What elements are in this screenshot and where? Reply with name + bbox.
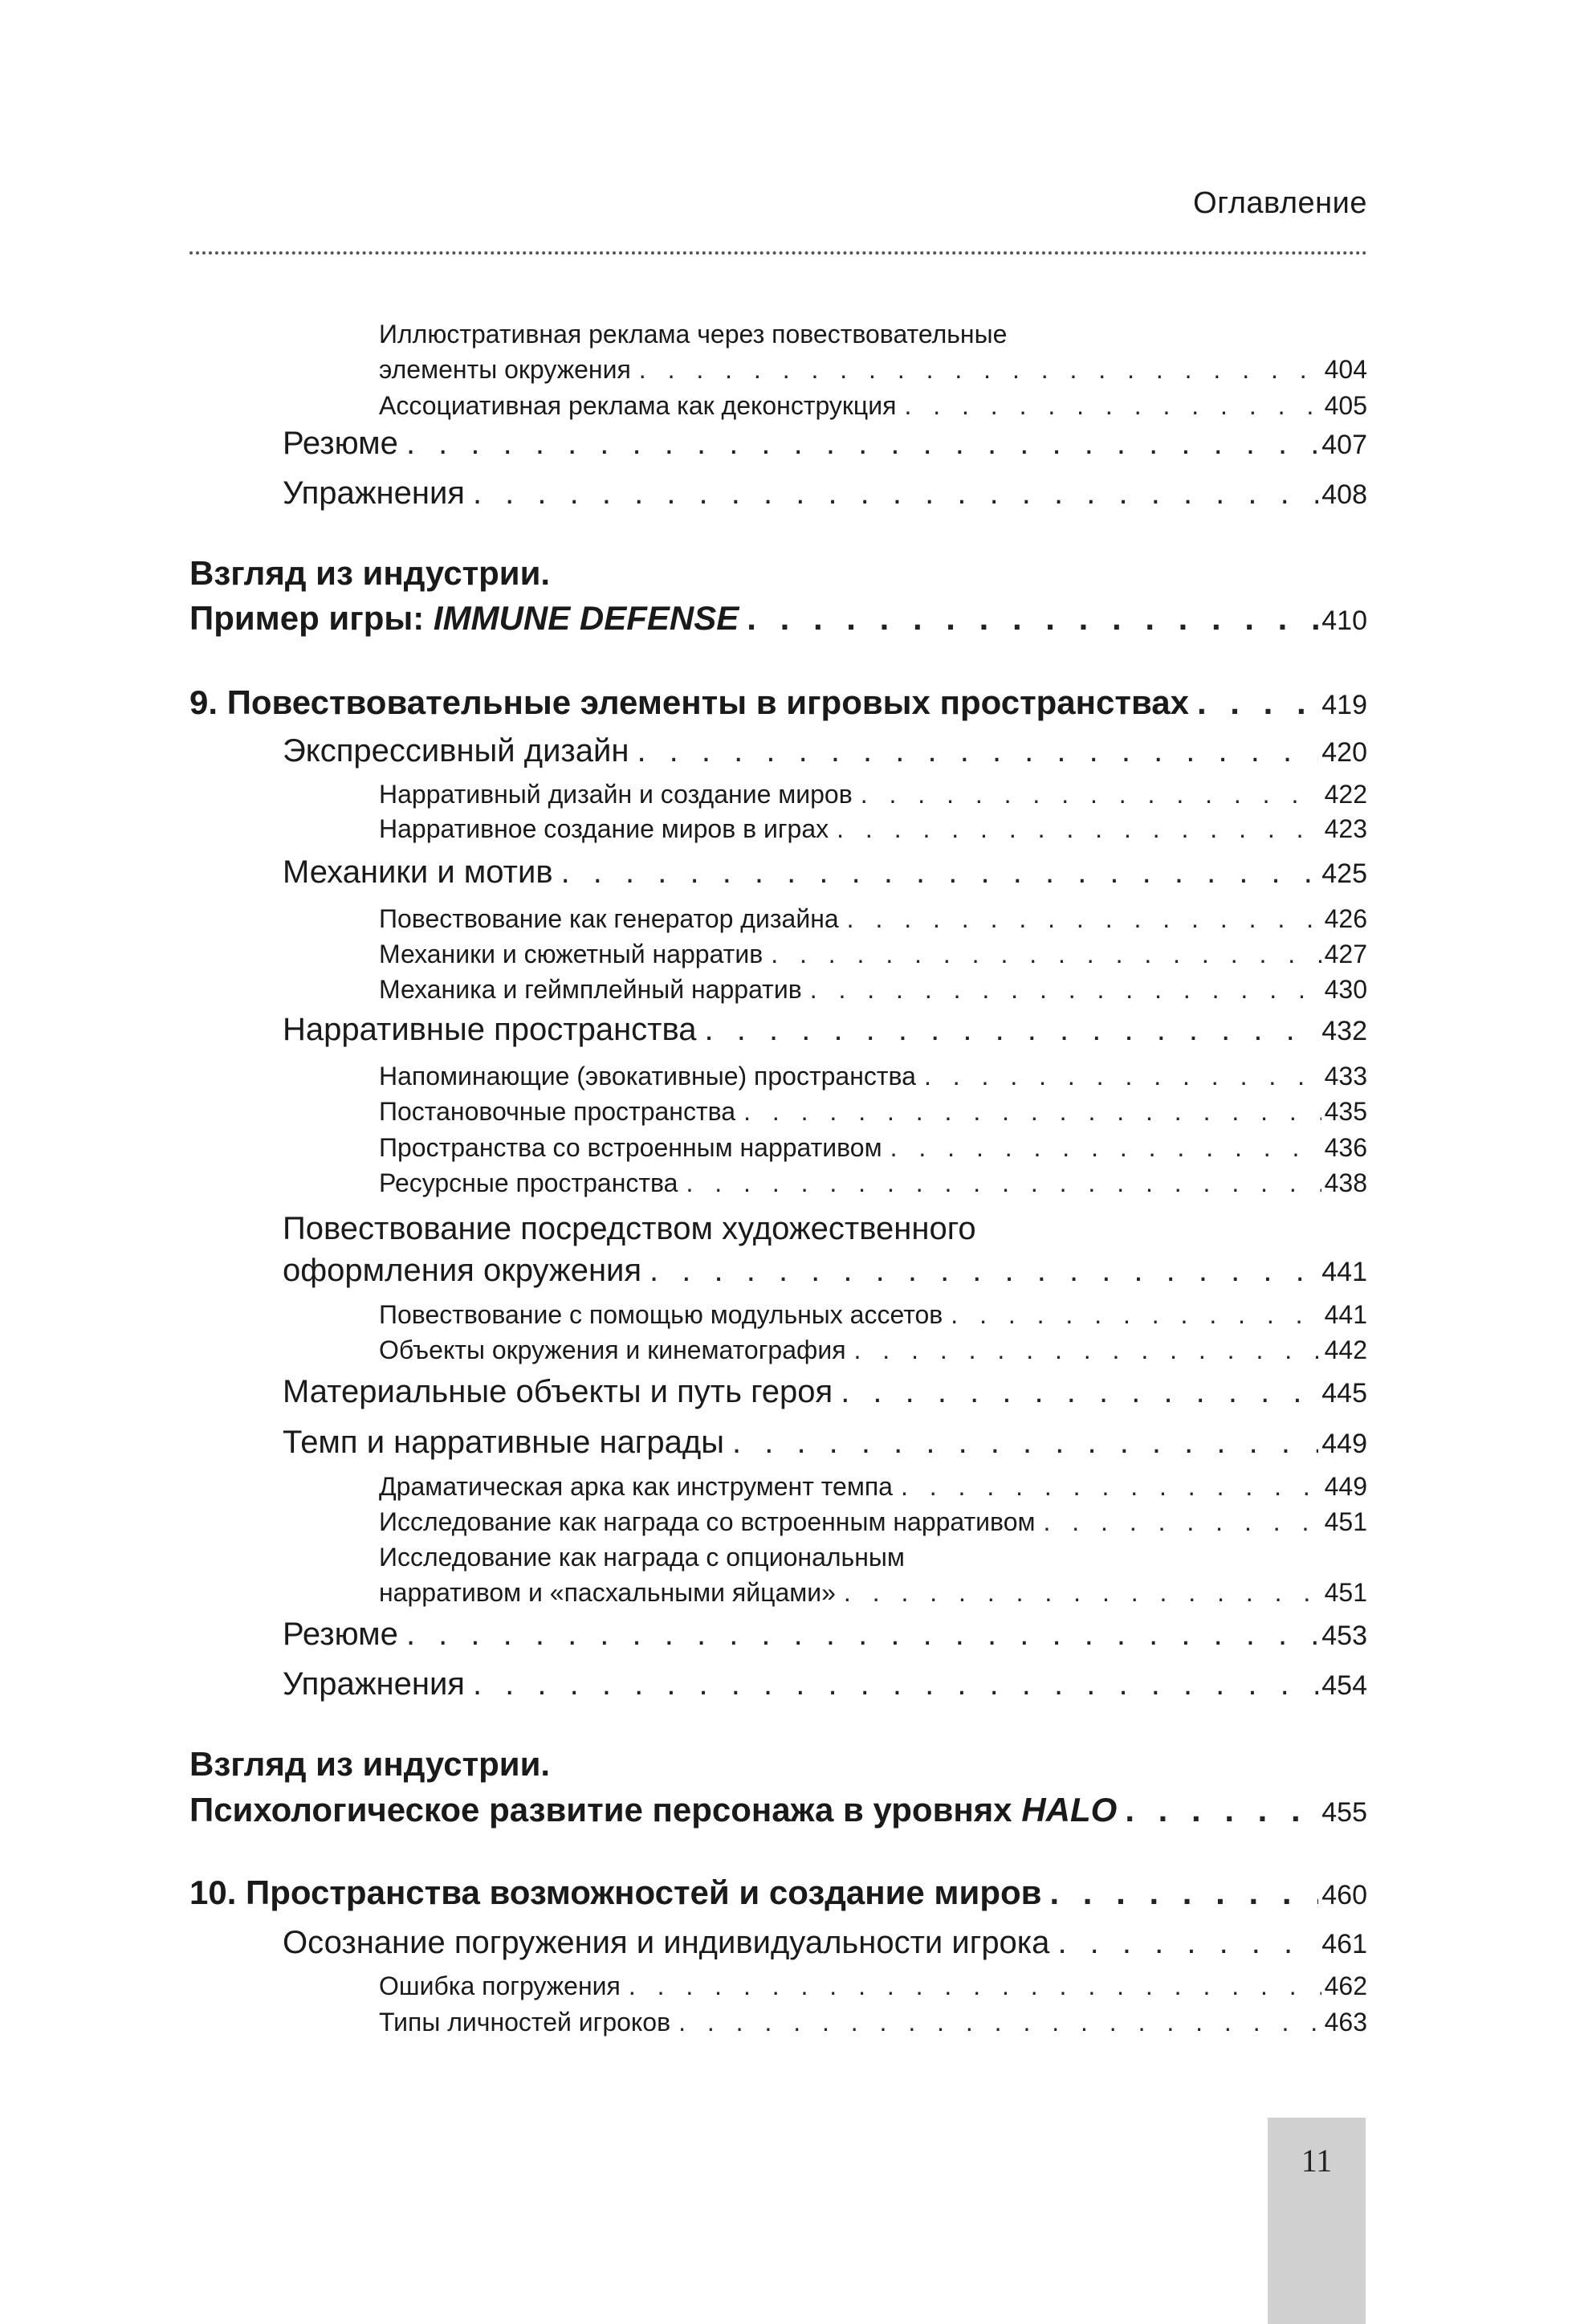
toc-entry-line: Взгляд из индустрии. bbox=[189, 554, 551, 592]
toc-entry bbox=[379, 1300, 1367, 1330]
toc-entry-text: Пространства со встроенным нарративом bbox=[379, 1133, 882, 1162]
toc-entry-text: Повествование как генератор дизайна bbox=[379, 904, 839, 933]
toc-entry-page: 423 bbox=[1324, 814, 1367, 843]
toc-entry bbox=[379, 904, 1367, 934]
toc-entry bbox=[283, 475, 1367, 512]
toc-entry-page: 407 bbox=[1321, 430, 1367, 460]
dot-leader bbox=[890, 1133, 1321, 1163]
dot-leader bbox=[639, 355, 1321, 385]
toc-entry-page: 453 bbox=[1321, 1621, 1367, 1651]
toc-entry-page: 455 bbox=[1321, 1797, 1367, 1828]
toc-entry-label bbox=[379, 904, 839, 934]
toc-entry-page: 441 bbox=[1324, 1300, 1367, 1329]
dot-leader bbox=[629, 1971, 1321, 2001]
toc-entry-text: Нарративное создание миров в играх bbox=[379, 814, 829, 843]
toc-entry bbox=[379, 1472, 1367, 1502]
toc-entry-label bbox=[283, 1925, 1049, 1961]
toc-entry bbox=[379, 355, 1367, 385]
toc-entry-label bbox=[379, 2008, 670, 2037]
toc-entry-text: Напоминающие (эвокативные) пространства bbox=[379, 1062, 916, 1091]
toc-entry-label bbox=[189, 683, 1189, 722]
toc-entry-page: 432 bbox=[1321, 1016, 1367, 1046]
toc-entry-label bbox=[379, 355, 631, 385]
toc-entry-label bbox=[283, 1425, 724, 1461]
toc-entry-text: Ассоциативная реклама как деконструкция bbox=[379, 391, 897, 420]
toc-entry-page: 420 bbox=[1321, 737, 1367, 768]
toc-entry-page: 462 bbox=[1324, 1971, 1367, 2000]
toc-entry-label bbox=[283, 1374, 833, 1410]
toc-entry-page: 451 bbox=[1324, 1507, 1367, 1536]
dot-leader bbox=[561, 854, 1319, 891]
dot-leader bbox=[1125, 1791, 1318, 1829]
dot-leader bbox=[1049, 1873, 1318, 1912]
toc-entry bbox=[189, 599, 1367, 638]
toc-entry-text: Типы личностей игроков bbox=[379, 2008, 671, 2037]
toc-entry-text: Экспрессивный дизайн bbox=[283, 733, 629, 769]
toc-entry-label bbox=[379, 814, 829, 844]
toc-entry bbox=[379, 391, 1367, 421]
dot-leader bbox=[473, 1666, 1318, 1702]
dot-leader bbox=[705, 1012, 1319, 1048]
toc-entry-page: 426 bbox=[1324, 904, 1367, 933]
dot-leader bbox=[854, 1335, 1321, 1365]
toc-entry-text: Психологическое развитие персонажа в уровнях bbox=[189, 1791, 1022, 1829]
toc-entry bbox=[379, 1097, 1367, 1127]
toc-entry-label bbox=[379, 1971, 621, 2001]
toc-entry-text: Упражнения bbox=[283, 1666, 465, 1702]
toc-entry-label bbox=[379, 391, 896, 421]
toc-entry-page: 435 bbox=[1324, 1097, 1367, 1126]
page-number: 11 bbox=[1301, 2143, 1333, 2179]
dot-leader bbox=[1057, 1925, 1318, 1961]
toc-entry-page: 405 bbox=[1324, 391, 1367, 420]
toc-entry-label bbox=[283, 733, 629, 769]
toc-entry-text: Драматическая арка как инструмент темпа bbox=[379, 1472, 893, 1501]
toc-entry-label bbox=[379, 1097, 735, 1127]
toc-entry-page: 436 bbox=[1324, 1133, 1367, 1162]
dot-leader bbox=[951, 1300, 1321, 1330]
toc-entry-label bbox=[283, 1012, 697, 1048]
dot-leader bbox=[904, 391, 1321, 421]
toc-entry bbox=[379, 2008, 1367, 2037]
toc-entry bbox=[379, 1578, 1367, 1608]
toc-entry-text: Механики и сюжетный нарратив bbox=[379, 940, 763, 968]
toc-entry-page: 404 bbox=[1324, 355, 1367, 384]
toc-entry-label bbox=[379, 1578, 836, 1608]
toc-entry bbox=[283, 1617, 1367, 1653]
toc-entry-label bbox=[283, 1253, 641, 1289]
toc-entry-label bbox=[379, 1335, 846, 1365]
toc-entry bbox=[283, 1012, 1367, 1048]
toc-entry-label bbox=[283, 854, 553, 891]
toc-entry-text: нарративом и «пасхальными яйцами» bbox=[379, 1578, 836, 1607]
toc-entry-text: 10. Пространства возможностей и создание миров bbox=[189, 1873, 1042, 1911]
toc-entry-text: Механика и геймплейный нарратив bbox=[379, 975, 802, 1004]
toc-entry-text: Осознание погружения и индивидуальности игрока bbox=[283, 1925, 1050, 1960]
dot-leader bbox=[901, 1472, 1321, 1502]
dot-leader bbox=[1197, 683, 1318, 722]
toc-entry bbox=[379, 940, 1367, 969]
dot-leader bbox=[747, 599, 1318, 638]
toc-entry-line: Взгляд из индустрии. bbox=[189, 1745, 551, 1783]
toc-entry bbox=[379, 1133, 1367, 1163]
toc-entry-text: Ресурсные пространства bbox=[379, 1168, 678, 1197]
toc-entry-label bbox=[189, 599, 739, 638]
toc-entry bbox=[189, 683, 1367, 722]
toc-entry bbox=[283, 1425, 1367, 1461]
toc-entry-text: 9. Повествовательные элементы в игровых пространствах bbox=[189, 683, 1189, 721]
toc-entry-label bbox=[283, 475, 465, 512]
toc-entry-page: 425 bbox=[1321, 858, 1367, 889]
dot-leader bbox=[678, 2008, 1321, 2037]
toc-entry-page: 433 bbox=[1324, 1062, 1367, 1091]
toc-entry-page: 442 bbox=[1324, 1335, 1367, 1364]
toc-entry bbox=[283, 426, 1367, 462]
toc-entry-page: 430 bbox=[1324, 975, 1367, 1004]
toc-entry-page: 422 bbox=[1324, 780, 1367, 809]
dot-leader bbox=[406, 1617, 1318, 1653]
toc-entry-text: Темп и нарративные награды bbox=[283, 1425, 724, 1460]
dot-leader bbox=[844, 1578, 1321, 1608]
toc-entry-label bbox=[379, 1168, 678, 1198]
toc-entry-label bbox=[283, 1617, 398, 1653]
dot-leader bbox=[649, 1253, 1318, 1289]
dot-leader bbox=[861, 780, 1321, 809]
toc-entry bbox=[379, 975, 1367, 1005]
dot-leader bbox=[924, 1062, 1321, 1091]
toc-entry-page: 454 bbox=[1321, 1670, 1367, 1701]
toc-entry bbox=[379, 1335, 1367, 1365]
toc-entry-page: 408 bbox=[1321, 479, 1367, 510]
toc-entry bbox=[379, 1062, 1367, 1091]
toc-entry-text: Упражнения bbox=[283, 475, 465, 511]
dot-leader bbox=[847, 904, 1321, 934]
toc-entry-text: Исследование как награда со встроенным нарративом bbox=[379, 1507, 1036, 1536]
toc-entry bbox=[189, 1791, 1367, 1829]
toc-entry-label bbox=[379, 1133, 882, 1163]
toc-entry bbox=[283, 733, 1367, 769]
toc-entry bbox=[283, 1253, 1367, 1289]
toc-entry-text: Нарративные пространства bbox=[283, 1012, 697, 1047]
toc-entry-text: Ошибка погружения bbox=[379, 1971, 621, 2000]
toc-entry bbox=[379, 1507, 1367, 1537]
toc-entry-page: 460 bbox=[1321, 1880, 1367, 1910]
toc-entry-label bbox=[283, 1666, 465, 1702]
header-divider bbox=[189, 251, 1367, 255]
toc-entry-text: Постановочные пространства bbox=[379, 1097, 736, 1126]
toc-entry-page: 449 bbox=[1324, 1472, 1367, 1501]
dot-leader bbox=[771, 940, 1321, 969]
toc-entry-page: 427 bbox=[1324, 940, 1367, 968]
toc-entry-page: 463 bbox=[1324, 2008, 1367, 2037]
toc-entry-text: Материальные объекты и путь героя bbox=[283, 1374, 833, 1409]
toc-entry-italic-title: HALO bbox=[1021, 1791, 1118, 1829]
toc-entry-label bbox=[379, 1062, 916, 1091]
toc-entry bbox=[379, 1168, 1367, 1198]
toc-entry-text: элементы окружения bbox=[379, 355, 631, 384]
toc-entry-page: 410 bbox=[1321, 605, 1367, 636]
toc-entry-page: 449 bbox=[1321, 1429, 1367, 1459]
toc-entry-page: 461 bbox=[1321, 1929, 1367, 1959]
toc-entry-page: 451 bbox=[1324, 1578, 1367, 1607]
toc-entry-label bbox=[379, 1472, 893, 1502]
dot-leader bbox=[1043, 1507, 1321, 1537]
toc-entry-page: 441 bbox=[1321, 1257, 1367, 1287]
page-number-tab bbox=[1268, 2118, 1366, 2324]
dot-leader bbox=[732, 1425, 1318, 1461]
toc-entry-label bbox=[379, 1507, 1035, 1537]
page-header-title: Оглавление bbox=[1193, 186, 1367, 220]
toc-entry bbox=[379, 814, 1367, 844]
dot-leader bbox=[743, 1097, 1321, 1127]
toc-entry-text: Повествование с помощью модульных ассетов bbox=[379, 1300, 943, 1329]
dot-leader bbox=[406, 426, 1318, 462]
toc-entry-page: 445 bbox=[1321, 1378, 1367, 1409]
toc-entry-label bbox=[379, 780, 853, 809]
toc-entry bbox=[283, 1374, 1367, 1410]
toc-entry-text: Механики и мотив bbox=[283, 854, 553, 890]
dot-leader bbox=[637, 733, 1318, 769]
toc-entry-label bbox=[283, 426, 398, 462]
toc-entry bbox=[189, 1873, 1367, 1912]
toc-entry bbox=[379, 780, 1367, 809]
toc-entry-line: Иллюстративная реклама через повествовательные bbox=[379, 320, 1008, 349]
toc-entry-text: оформления окружения bbox=[283, 1253, 642, 1288]
toc-entry-label bbox=[189, 1873, 1041, 1912]
toc-entry-label bbox=[379, 1300, 943, 1330]
toc-entry-label bbox=[379, 975, 802, 1005]
toc-entry-text: Резюме bbox=[283, 426, 398, 461]
dot-leader bbox=[841, 1374, 1318, 1410]
toc-entry bbox=[283, 854, 1367, 891]
dot-leader bbox=[837, 814, 1321, 844]
toc-entry-line: Исследование как награда с опциональным bbox=[379, 1543, 905, 1572]
toc-entry-page: 419 bbox=[1321, 690, 1367, 720]
dot-leader bbox=[473, 475, 1318, 512]
toc-entry bbox=[283, 1666, 1367, 1702]
toc-entry-label bbox=[189, 1791, 1117, 1829]
toc-entry-text: Объекты окружения и кинематография bbox=[379, 1335, 846, 1364]
toc-entry-text: Резюме bbox=[283, 1617, 398, 1652]
toc-entry-line: Повествование посредством художественного bbox=[283, 1211, 976, 1246]
dot-leader bbox=[810, 975, 1321, 1005]
toc-entry-text: Нарративный дизайн и создание миров bbox=[379, 780, 853, 809]
dot-leader bbox=[686, 1168, 1321, 1198]
toc-entry-page: 438 bbox=[1324, 1168, 1367, 1197]
toc-entry-italic-title: IMMUNE DEFENSE bbox=[433, 599, 739, 637]
toc-entry bbox=[379, 1971, 1367, 2001]
toc-entry bbox=[283, 1925, 1367, 1961]
toc-entry-label bbox=[379, 940, 763, 969]
toc-entry-text: Пример игры: bbox=[189, 599, 434, 637]
